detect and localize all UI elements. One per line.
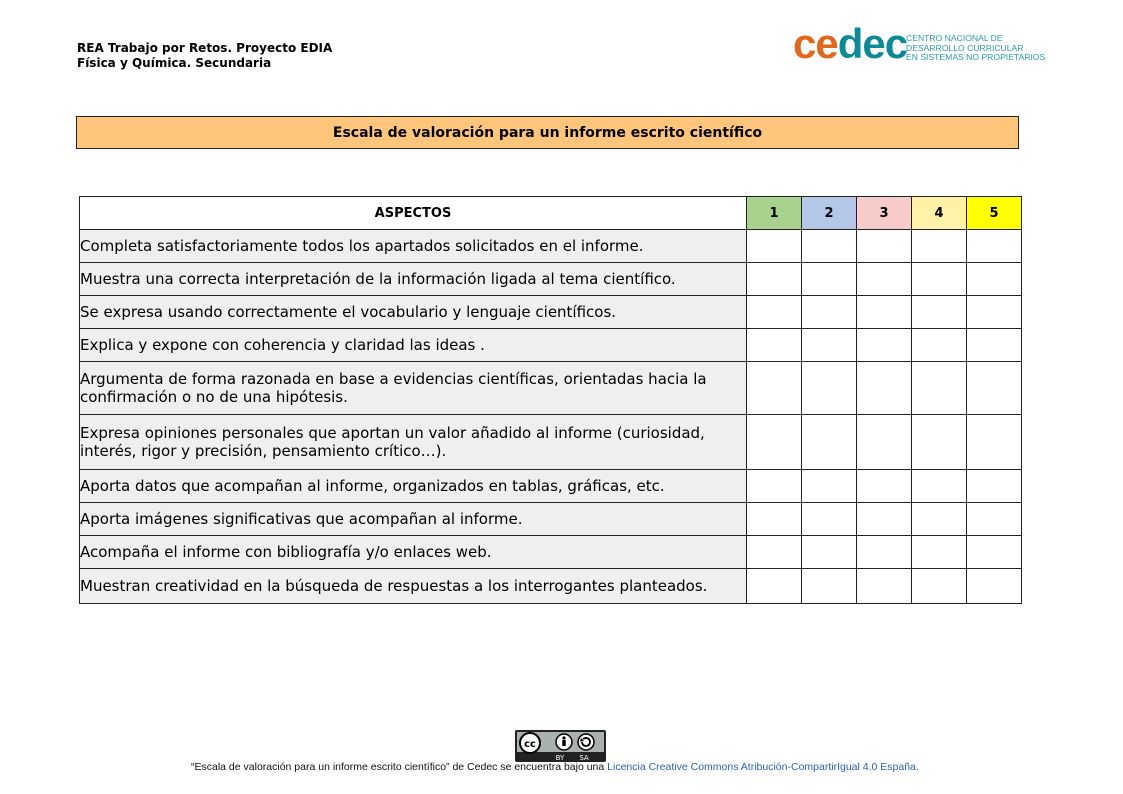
table-row: [80, 230, 1022, 263]
score-cell-4[interactable]: [912, 536, 967, 569]
score-header-1: 1: [747, 197, 802, 230]
cedec-logo-subtitle: CENTRO NACIONAL DE DESARROLLO CURRICULAR EN SISTEMAS NO PROPIETARIOS: [906, 33, 1046, 62]
score-cell-2[interactable]: [802, 263, 857, 296]
header-line-1: REA Trabajo por Retos. Proyecto EDIA: [77, 41, 333, 55]
aspects-column-header: ASPECTOS: [80, 197, 747, 230]
score-cell-2[interactable]: [802, 230, 857, 263]
score-cell-5[interactable]: [967, 230, 1022, 263]
score-cell-2[interactable]: [802, 536, 857, 569]
aspect-cell: Argumenta de forma razonada en base a evidencias científicas, orientadas hacia la confirmación o no de una hipótesis.: [80, 362, 747, 415]
score-cell-3[interactable]: [857, 470, 912, 503]
score-cell-4[interactable]: [912, 329, 967, 362]
score-cell-1[interactable]: [747, 536, 802, 569]
table-row: [80, 536, 1022, 569]
score-cell-4[interactable]: [912, 362, 967, 415]
table-row: [80, 263, 1022, 296]
score-cell-4[interactable]: [912, 415, 967, 470]
score-cell-4[interactable]: [912, 470, 967, 503]
aspect-cell: Acompaña el informe con bibliografía y/o enlaces web.: [80, 536, 747, 569]
score-header-5: 5: [967, 197, 1022, 230]
score-cell-1[interactable]: [747, 569, 802, 604]
cc-by-sa-badge: [515, 730, 606, 762]
score-cell-3[interactable]: [857, 536, 912, 569]
table-header-row: [80, 197, 1022, 230]
score-cell-4[interactable]: [912, 296, 967, 329]
score-cell-2[interactable]: [802, 569, 857, 604]
score-cell-1[interactable]: [747, 296, 802, 329]
aspect-cell: Expresa opiniones personales que aportan un valor añadido al informe (curiosidad, interés, rigor y precisión, pensamiento crítico…).: [80, 415, 747, 470]
score-cell-4[interactable]: [912, 230, 967, 263]
score-cell-3[interactable]: [857, 569, 912, 604]
score-cell-3[interactable]: [857, 329, 912, 362]
svg-text:SA: SA: [579, 754, 589, 761]
score-cell-2[interactable]: [802, 362, 857, 415]
svg-text:cc: cc: [524, 739, 536, 750]
score-cell-5[interactable]: [967, 536, 1022, 569]
aspect-cell: Aporta imágenes significativas que acompañan al informe.: [80, 503, 747, 536]
table-row: [80, 296, 1022, 329]
score-cell-1[interactable]: [747, 470, 802, 503]
cc-license-icon: [516, 731, 605, 761]
score-cell-5[interactable]: [967, 415, 1022, 470]
aspect-cell: Se expresa usando correctamente el vocabulario y lenguaje científicos.: [80, 296, 747, 329]
aspect-cell: Muestran creatividad en la búsqueda de respuestas a los interrogantes planteados.: [80, 569, 747, 604]
score-cell-1[interactable]: [747, 503, 802, 536]
score-cell-1[interactable]: [747, 415, 802, 470]
score-cell-1[interactable]: [747, 329, 802, 362]
score-cell-2[interactable]: [802, 329, 857, 362]
score-cell-1[interactable]: [747, 230, 802, 263]
document-header: [77, 41, 332, 71]
score-cell-5[interactable]: [967, 263, 1022, 296]
score-cell-2[interactable]: [802, 503, 857, 536]
aspect-cell: Explica y expone con coherencia y claridad las ideas .: [80, 329, 747, 362]
score-cell-1[interactable]: [747, 263, 802, 296]
score-cell-4[interactable]: [912, 569, 967, 604]
score-cell-5[interactable]: [967, 329, 1022, 362]
score-cell-3[interactable]: [857, 503, 912, 536]
document-title: Escala de valoración para un informe escrito científico: [76, 116, 1019, 149]
table-row: [80, 569, 1022, 604]
aspect-cell: Completa satisfactoriamente todos los apartados solicitados en el informe.: [80, 230, 747, 263]
license-footer: [191, 761, 919, 773]
header-line-2: Física y Química. Secundaria: [77, 56, 272, 70]
svg-text:BY: BY: [555, 754, 565, 761]
score-header-2: 2: [802, 197, 857, 230]
score-cell-3[interactable]: [857, 362, 912, 415]
score-cell-3[interactable]: [857, 263, 912, 296]
score-cell-5[interactable]: [967, 503, 1022, 536]
score-cell-4[interactable]: [912, 503, 967, 536]
score-cell-4[interactable]: [912, 263, 967, 296]
table-row: [80, 362, 1022, 415]
license-link[interactable]: Licencia Creative Commons Atribución-CompartirIgual 4.0 España.: [607, 761, 919, 773]
aspect-cell: Muestra una correcta interpretación de la información ligada al tema científico.: [80, 263, 747, 296]
score-cell-3[interactable]: [857, 230, 912, 263]
score-header-4: 4: [912, 197, 967, 230]
table-row: [80, 503, 1022, 536]
score-cell-5[interactable]: [967, 296, 1022, 329]
cedec-logo-word: cedec: [793, 20, 908, 67]
table-row: [80, 329, 1022, 362]
score-cell-3[interactable]: [857, 415, 912, 470]
rating-scale-table: [79, 196, 1022, 604]
score-cell-3[interactable]: [857, 296, 912, 329]
score-cell-5[interactable]: [967, 362, 1022, 415]
aspect-cell: Aporta datos que acompañan al informe, organizados en tablas, gráficas, etc.: [80, 470, 747, 503]
score-cell-2[interactable]: [802, 296, 857, 329]
table-row: [80, 415, 1022, 470]
score-cell-5[interactable]: [967, 470, 1022, 503]
score-cell-2[interactable]: [802, 470, 857, 503]
score-cell-1[interactable]: [747, 362, 802, 415]
license-attribution-text: “Escala de valoración para un informe escrito científico” de Cedec se encuentra bajo una: [191, 761, 608, 773]
table-row: [80, 470, 1022, 503]
score-cell-5[interactable]: [967, 569, 1022, 604]
score-cell-2[interactable]: [802, 415, 857, 470]
score-header-3: 3: [857, 197, 912, 230]
